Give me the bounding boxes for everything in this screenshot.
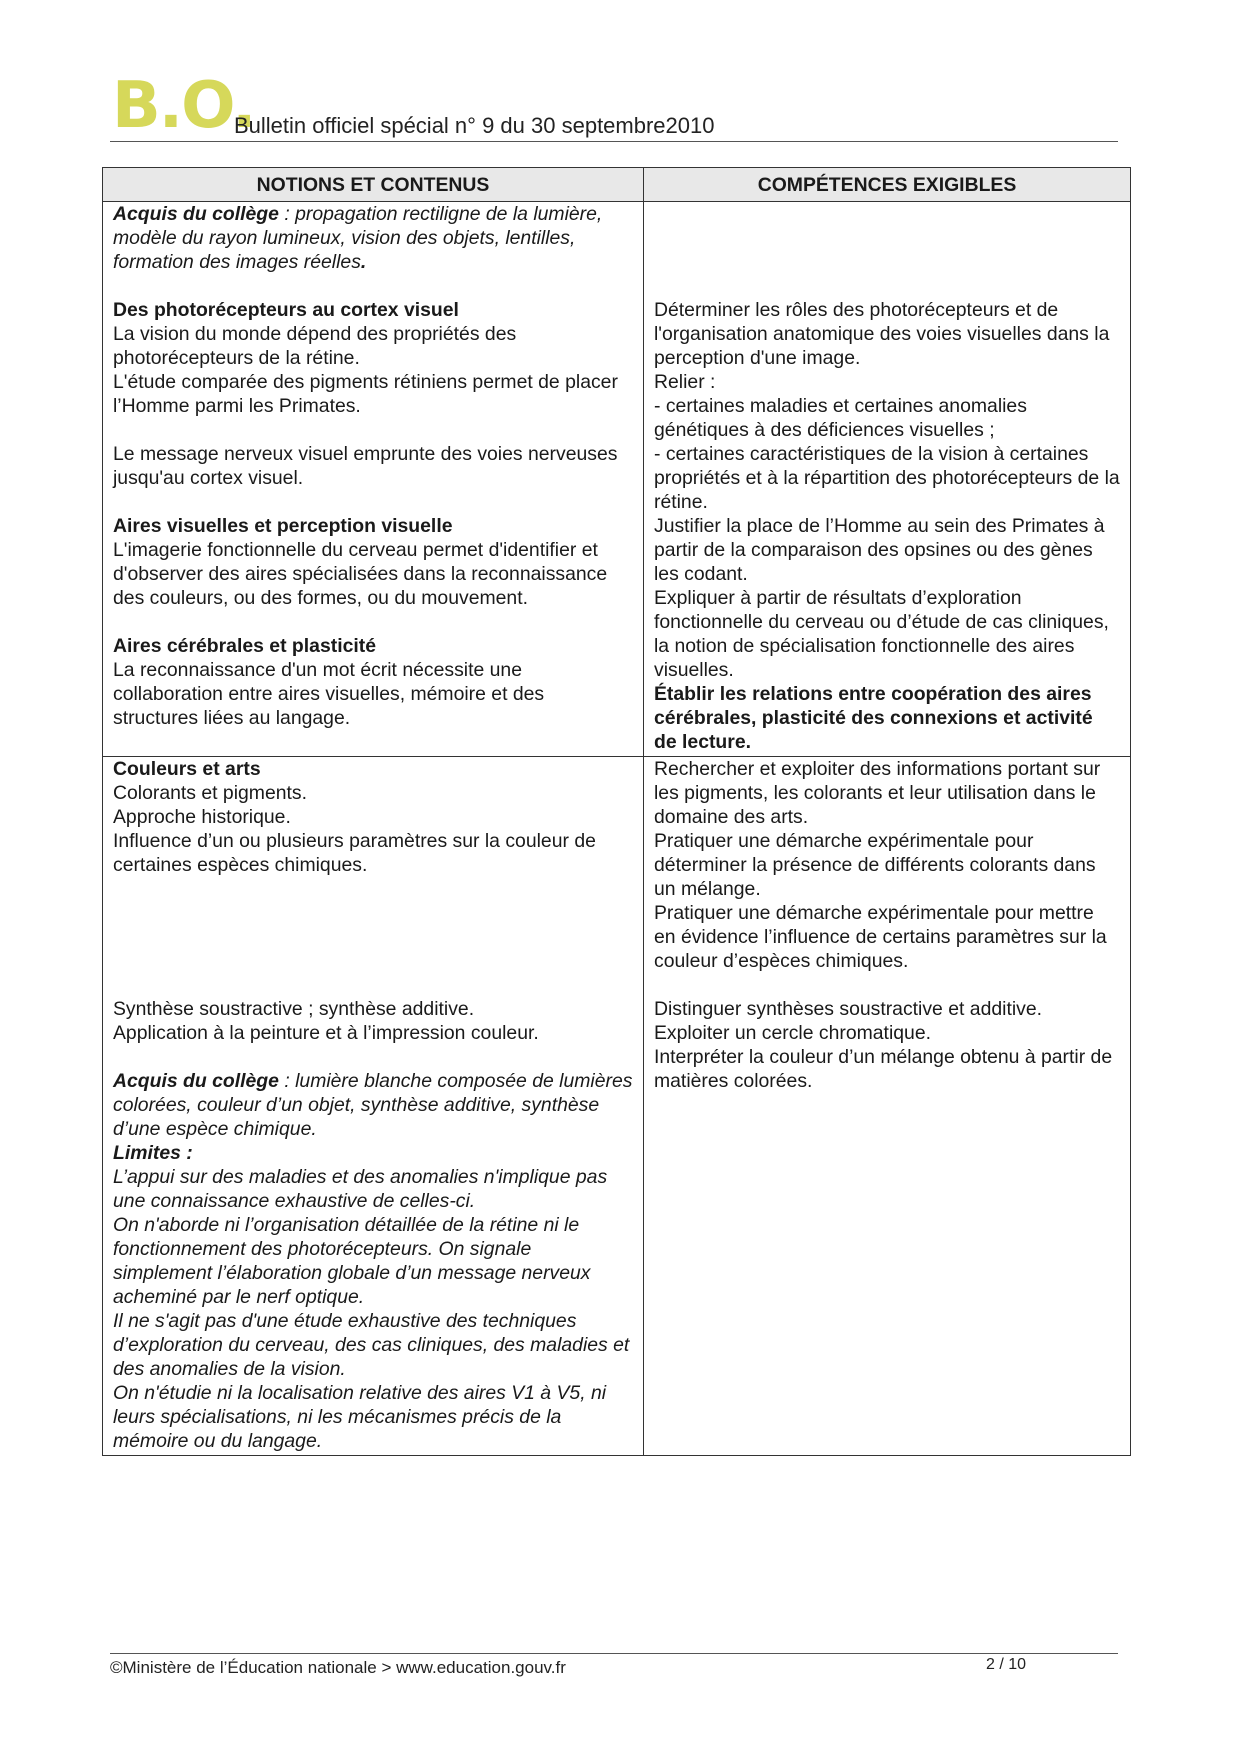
limite-text: On n'aborde ni l’organisation détaillée de la rétine ni le fonctionnement des photorécepteurs. On signale simplement l’élaboration globale d’un message nerveux acheminé par le nerf optique.	[113, 1214, 591, 1308]
acquis-end: .	[360, 251, 367, 273]
competence-text: Déterminer les rôles des photorécepteurs et de l'organisation anatomique des voies visuelles dans la perception d'une image.	[654, 299, 1110, 369]
competence-text: Expliquer à partir de résultats d’exploration fonctionnelle du cerveau ou d’étude de cas cliniques, la notion de spécialisation fonctionnelle des aires visuelles.	[654, 587, 1109, 681]
notion-text: La reconnaissance d'un mot écrit nécessite une collaboration entre aires visuelles, mémoire et des structures liées au langage.	[113, 659, 545, 729]
section-title: Aires visuelles et perception visuelle	[113, 515, 453, 537]
competence-text: Exploiter un cercle chromatique.	[654, 1022, 931, 1044]
notion-text: Synthèse soustractive ; synthèse additive.	[113, 998, 475, 1020]
section-title: Des photorécepteurs au cortex visuel	[113, 299, 459, 321]
limite-text: Il ne s'agit pas d'une étude exhaustive des techniques d’exploration du cerveau, des cas cliniques, des maladies et des anomalies de la vision.	[113, 1310, 630, 1380]
bulletin-title: Bulletin officiel spécial n° 9 du 30 septembre2010	[234, 113, 715, 138]
competence-text: Pratiquer une démarche expérimentale pour mettre en évidence l’influence de certains paramètres sur la couleur d’espèces chimiques.	[654, 902, 1107, 972]
competence-text: Interpréter la couleur d’un mélange obtenu à partir de matières colorées.	[654, 1046, 1113, 1092]
footer-divider	[110, 1653, 1118, 1654]
limite-text: L’appui sur des maladies et des anomalies n'implique pas une connaissance exhaustive de celles-ci.	[113, 1166, 608, 1212]
competence-text: - certaines caractéristiques de la vision à certaines propriétés et à la répartition des photorécepteurs de la rétine.	[654, 443, 1120, 513]
limites-label: Limites :	[113, 1142, 193, 1164]
acquis-label: Acquis du collège	[113, 1070, 279, 1092]
limite-text: On n'étudie ni la localisation relative des aires V1 à V5, ni leurs spécialisations, ni les mécanismes précis de la mémoire ou du langage.	[113, 1382, 607, 1452]
program-table	[102, 167, 1131, 1456]
table-row	[103, 757, 1131, 1456]
competence-text: Rechercher et exploiter des informations portant sur les pigments, les colorants et leur utilisation dans le domaine des arts.	[654, 758, 1101, 828]
competences-cell	[644, 757, 1131, 1456]
footer-copyright: ©Ministère de l’Éducation nationale > www.education.gouv.fr	[110, 1658, 566, 1677]
competence-text-bold: Établir les relations entre coopération des aires cérébrales, plasticité des connexions et activité de lecture.	[654, 683, 1093, 753]
acquis-label: Acquis du collège	[113, 203, 279, 225]
notion-text: L'étude comparée des pigments rétiniens permet de placer l’Homme parmi les Primates.	[113, 371, 618, 417]
column-header-competences: COMPÉTENCES EXIGIBLES	[644, 168, 1131, 202]
competence-text: - certaines maladies et certaines anomalies génétiques à des déficiences visuelles ;	[654, 395, 1027, 441]
section-title: Aires cérébrales et plasticité	[113, 635, 376, 657]
notion-text: Le message nerveux visuel emprunte des voies nerveuses jusqu'au cortex visuel.	[113, 443, 618, 489]
acquis-text: : lumière blanche composée de lumières colorées, couleur d’un objet, synthèse additive, synthèse d’une espèce chimique.	[113, 1070, 633, 1140]
table-row	[103, 202, 1131, 757]
table-header-row	[103, 168, 1131, 202]
competences-cell	[644, 202, 1131, 757]
notion-text: L'imagerie fonctionnelle du cerveau permet d'identifier et d'observer des aires spécialisées dans la reconnaissance des couleurs, ou des formes, ou du mouvement.	[113, 539, 608, 609]
competence-text: Justifier la place de l’Homme au sein des Primates à partir de la comparaison des opsines ou des gènes les codant.	[654, 515, 1105, 585]
competence-text: Relier :	[654, 371, 716, 393]
competence-text: Pratiquer une démarche expérimentale pour déterminer la présence de différents colorants dans un mélange.	[654, 830, 1096, 900]
column-header-notions: NOTIONS ET CONTENUS	[103, 168, 644, 202]
notion-text: Colorants et pigments.	[113, 782, 308, 804]
acquis-paragraph	[113, 1069, 633, 1141]
notions-cell	[103, 757, 644, 1456]
competence-text: Distinguer synthèses soustractive et additive.	[654, 998, 1043, 1020]
notions-cell	[103, 202, 644, 757]
page-number: 2 / 10	[986, 1656, 1027, 1673]
header-divider	[110, 141, 1118, 142]
notion-text: Influence d’un ou plusieurs paramètres sur la couleur de certaines espèces chimiques.	[113, 830, 596, 876]
notion-text: Approche historique.	[113, 806, 291, 828]
notion-text: Application à la peinture et à l’impression couleur.	[113, 1022, 539, 1044]
acquis-text: : propagation rectiligne de la lumière, modèle du rayon lumineux, vision des objets, lentilles, formation des images réelles	[113, 203, 603, 273]
bo-logo: B.O.	[112, 69, 255, 143]
notion-text: La vision du monde dépend des propriétés des photorécepteurs de la rétine.	[113, 323, 517, 369]
acquis-paragraph	[113, 202, 633, 274]
section-title: Couleurs et arts	[113, 758, 261, 780]
